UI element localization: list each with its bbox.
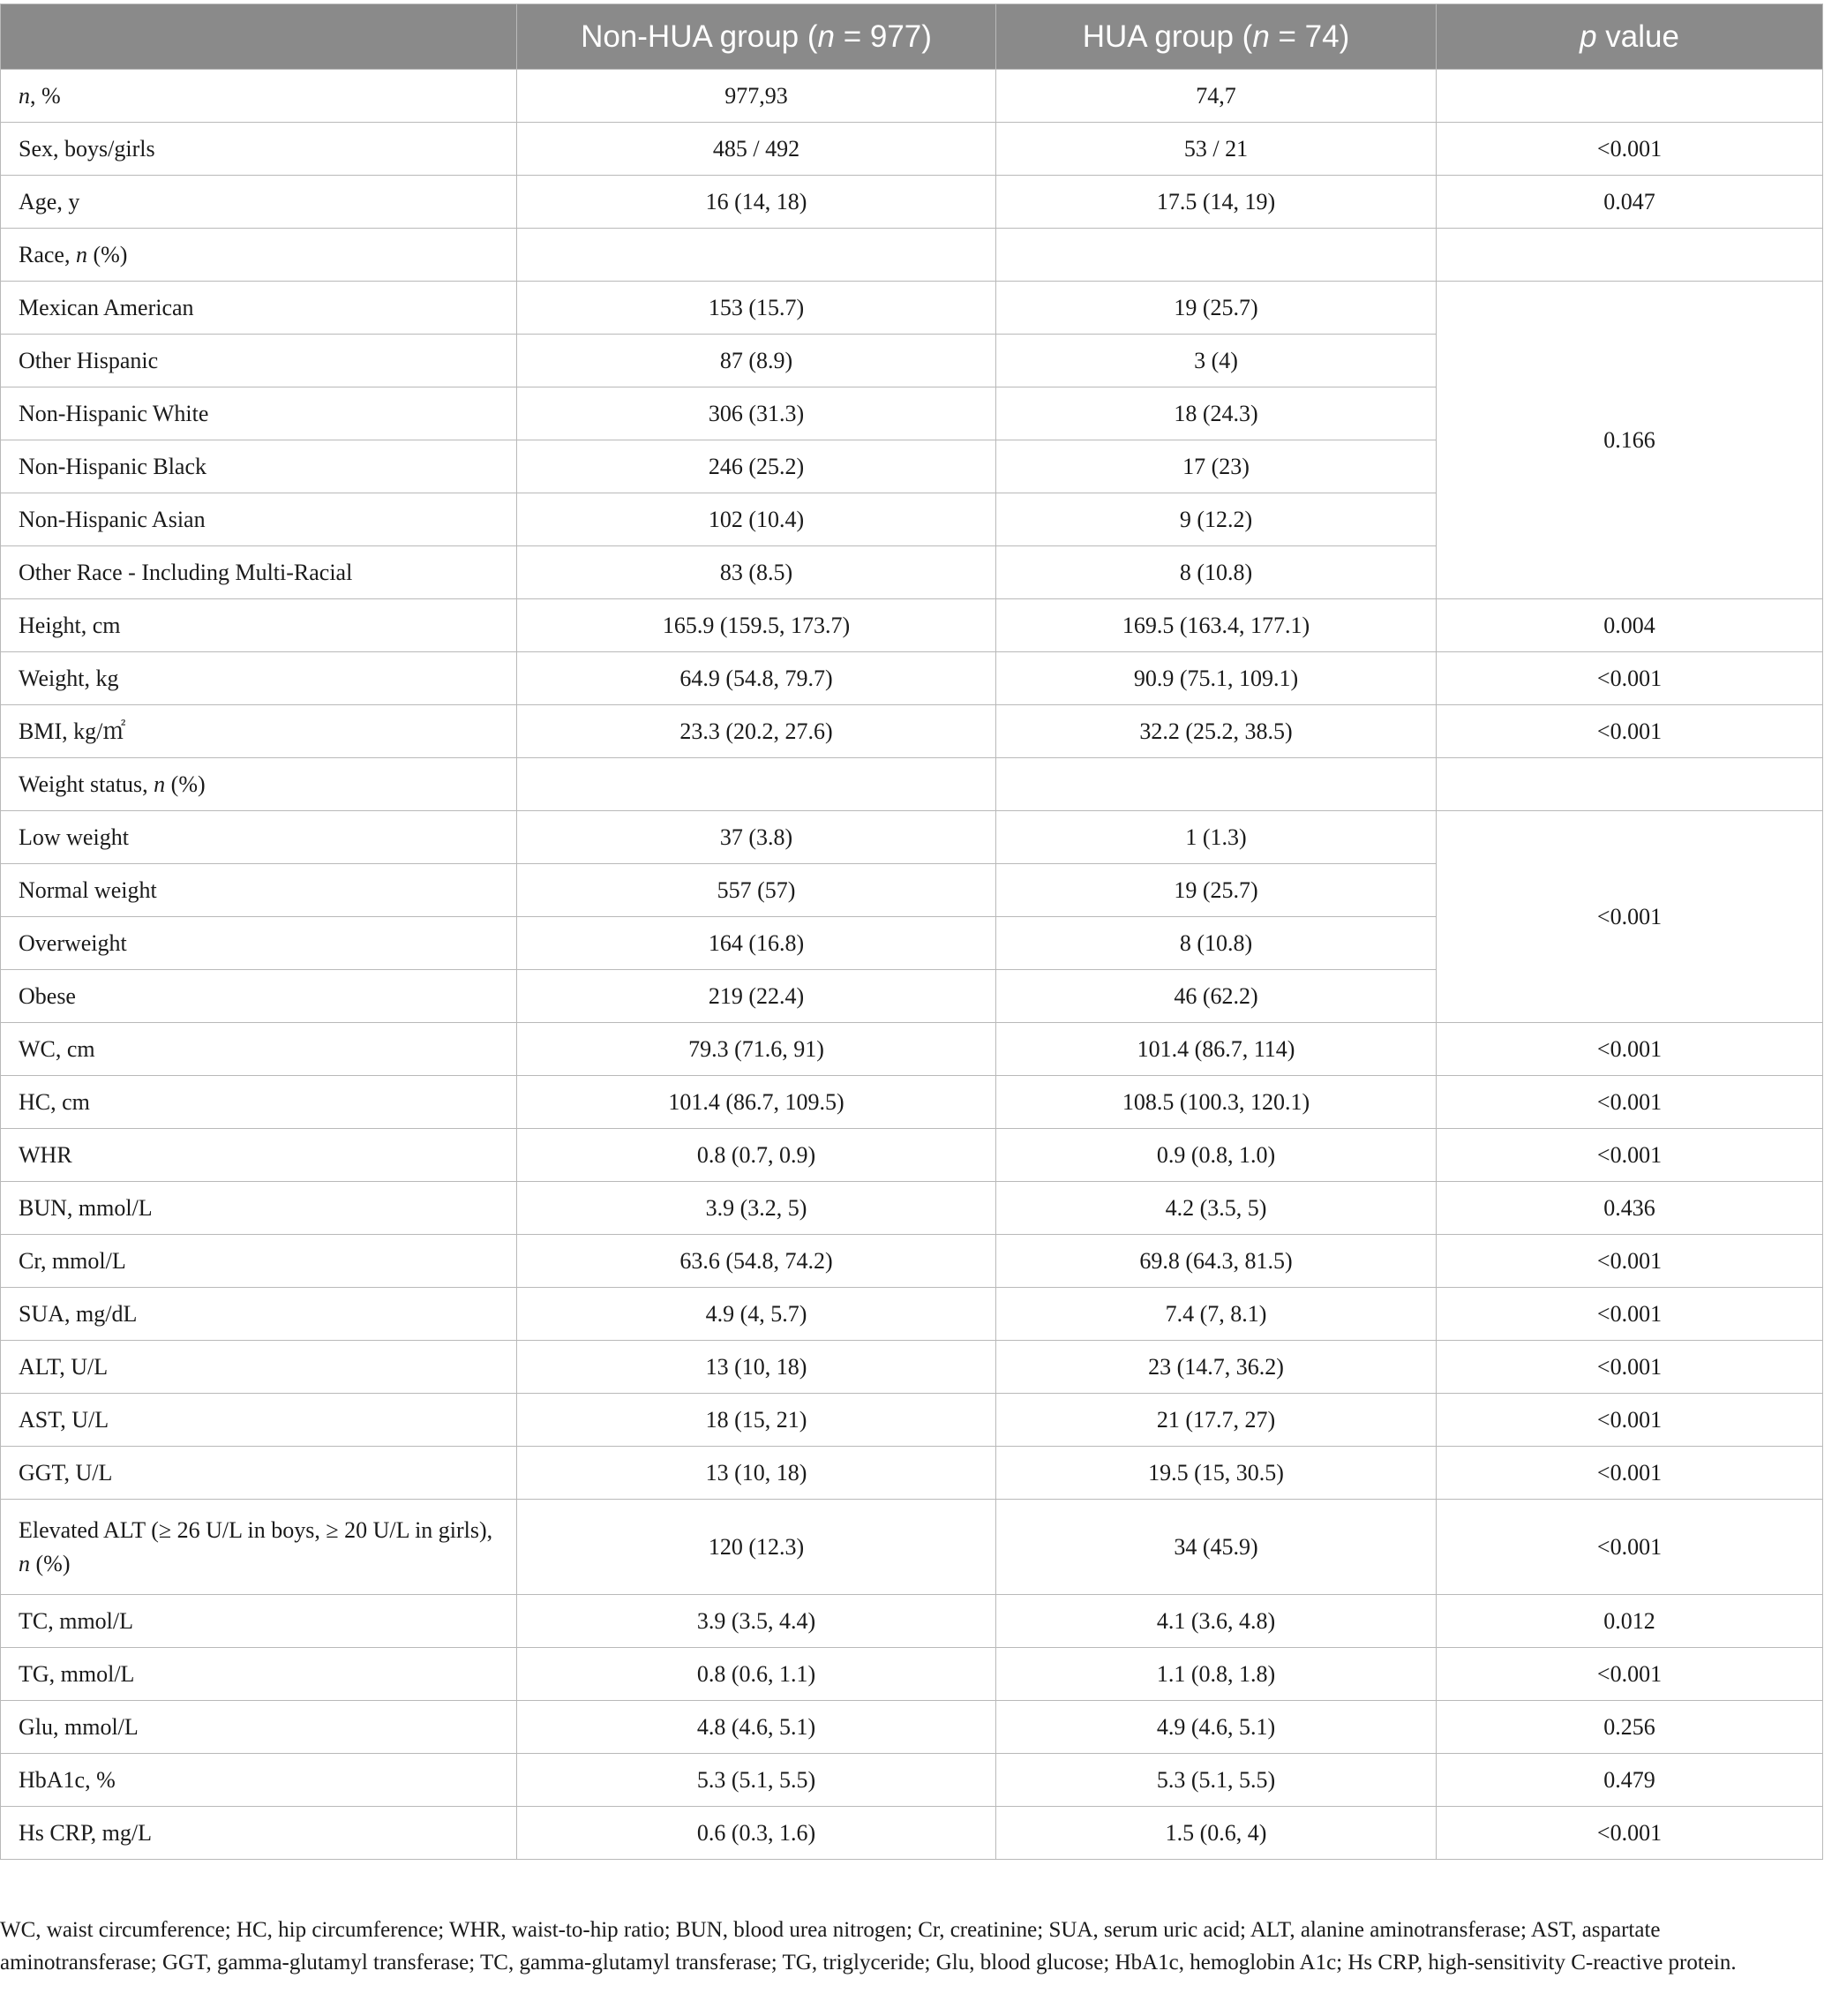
table-row-tc: [1, 1595, 1823, 1648]
row-label: Other Race - Including Multi-Racial: [1, 546, 517, 599]
table-row-race-mexican-american: [1, 282, 1823, 335]
row-label: WHR: [1, 1129, 517, 1182]
row-label: ALT, U/L: [1, 1341, 517, 1394]
cell-p-value: <0.001: [1437, 1129, 1823, 1182]
cell-hua: 8 (10.8): [996, 546, 1437, 599]
cell-p-value-race: 0.166: [1437, 282, 1823, 599]
cell-hua: [996, 229, 1437, 282]
row-label: WC, cm: [1, 1023, 517, 1076]
label-prefix: Elevated ALT (≥ 26 U/L in boys, ≥ 20 U/L in girls),: [19, 1516, 493, 1543]
cell-p-value-weight-status: <0.001: [1437, 811, 1823, 1023]
row-label: [1, 1500, 517, 1595]
cell-non-hua: 37 (3.8): [517, 811, 996, 864]
cell-non-hua: 3.9 (3.2, 5): [517, 1182, 996, 1235]
table-header: [1, 4, 1823, 70]
cell-hua: 21 (17.7, 27): [996, 1394, 1437, 1447]
cell-hua: 69.8 (64.3, 81.5): [996, 1235, 1437, 1288]
table-row-ggt: [1, 1447, 1823, 1500]
table-row-elevated-alt: [1, 1500, 1823, 1595]
row-label: Normal weight: [1, 864, 517, 917]
cell-hua: 19.5 (15, 30.5): [996, 1447, 1437, 1500]
cell-p-value: <0.001: [1437, 1288, 1823, 1341]
header-hua-n: n: [1252, 19, 1270, 54]
header-hua-pre: HUA group (: [1082, 19, 1253, 54]
row-label: AST, U/L: [1, 1394, 517, 1447]
cell-hua: 32.2 (25.2, 38.5): [996, 705, 1437, 758]
cell-p-value: <0.001: [1437, 1807, 1823, 1860]
cell-hua: 4.1 (3.6, 4.8): [996, 1595, 1437, 1648]
row-label: TC, mmol/L: [1, 1595, 517, 1648]
cell-hua: 46 (62.2): [996, 970, 1437, 1023]
cell-hua: 5.3 (5.1, 5.5): [996, 1754, 1437, 1807]
label-suffix: , %: [30, 82, 61, 109]
label-italic-n: n: [19, 1550, 30, 1576]
label-suffix: (%): [86, 241, 128, 267]
cell-p-value: <0.001: [1437, 1447, 1823, 1500]
cell-non-hua: 219 (22.4): [517, 970, 996, 1023]
row-label: GGT, U/L: [1, 1447, 517, 1500]
cell-hua: 9 (12.2): [996, 493, 1437, 546]
table-row-ast: [1, 1394, 1823, 1447]
cell-p-value: 0.256: [1437, 1701, 1823, 1754]
cell-hua: 17.5 (14, 19): [996, 176, 1437, 229]
row-label: Sex, boys/girls: [1, 123, 517, 176]
header-p-value: [1437, 4, 1823, 70]
row-label: Mexican American: [1, 282, 517, 335]
cell-hua: 53 / 21: [996, 123, 1437, 176]
table-row-glu: [1, 1701, 1823, 1754]
cell-non-hua: 485 / 492: [517, 123, 996, 176]
label-suffix: (%): [30, 1550, 71, 1576]
cell-non-hua: 3.9 (3.5, 4.4): [517, 1595, 996, 1648]
cell-non-hua: 4.9 (4, 5.7): [517, 1288, 996, 1341]
cell-p-value: <0.001: [1437, 1076, 1823, 1129]
cell-non-hua: 165.9 (159.5, 173.7): [517, 599, 996, 652]
table-row-weight-status-heading: [1, 758, 1823, 811]
table-row-tg: [1, 1648, 1823, 1701]
table-row-n: [1, 70, 1823, 123]
cell-non-hua: 557 (57): [517, 864, 996, 917]
cell-non-hua: 977,93: [517, 70, 996, 123]
cell-hua: 169.5 (163.4, 177.1): [996, 599, 1437, 652]
cell-non-hua: 63.6 (54.8, 74.2): [517, 1235, 996, 1288]
table-row-alt: [1, 1341, 1823, 1394]
cell-p-value: <0.001: [1437, 1235, 1823, 1288]
cell-non-hua: 13 (10, 18): [517, 1447, 996, 1500]
row-label: Other Hispanic: [1, 335, 517, 387]
header-p: p: [1580, 19, 1597, 54]
table-row-hba1c: [1, 1754, 1823, 1807]
cell-hua: 8 (10.8): [996, 917, 1437, 970]
cell-non-hua: 23.3 (20.2, 27.6): [517, 705, 996, 758]
label-italic-n: n: [75, 241, 87, 267]
cell-hua: 1.1 (0.8, 1.8): [996, 1648, 1437, 1701]
characteristics-table: [0, 4, 1823, 1860]
table-row-bmi: [1, 705, 1823, 758]
table-row-wc: [1, 1023, 1823, 1076]
table-row-age: [1, 176, 1823, 229]
table-row-race-heading: [1, 229, 1823, 282]
table-body: [1, 70, 1823, 1860]
cell-non-hua: 246 (25.2): [517, 440, 996, 493]
row-label: SUA, mg/dL: [1, 1288, 517, 1341]
cell-non-hua: 164 (16.8): [517, 917, 996, 970]
cell-non-hua: [517, 229, 996, 282]
header-hua-group: [996, 4, 1437, 70]
cell-hua: 34 (45.9): [996, 1500, 1437, 1595]
cell-non-hua: 0.6 (0.3, 1.6): [517, 1807, 996, 1860]
cell-p-value: <0.001: [1437, 123, 1823, 176]
table-row-height: [1, 599, 1823, 652]
cell-hua: 19 (25.7): [996, 864, 1437, 917]
cell-hua: 1 (1.3): [996, 811, 1437, 864]
cell-non-hua: 18 (15, 21): [517, 1394, 996, 1447]
cell-hua: 1.5 (0.6, 4): [996, 1807, 1437, 1860]
header-variable: [1, 4, 517, 70]
cell-non-hua: 153 (15.7): [517, 282, 996, 335]
cell-non-hua: 16 (14, 18): [517, 176, 996, 229]
table-row-low-weight: [1, 811, 1823, 864]
cell-p-value: <0.001: [1437, 1394, 1823, 1447]
table-row-sua: [1, 1288, 1823, 1341]
table-row-hs-crp: [1, 1807, 1823, 1860]
row-label: [1, 229, 517, 282]
cell-non-hua: 306 (31.3): [517, 387, 996, 440]
table-footnote: WC, waist circumference; HC, hip circumference; WHR, waist-to-hip ratio; BUN, blood urea nitrogen; Cr, creatinine; SUA, serum uric acid; ALT, alanine aminotransferase; AST, aspartate aminotransferase; GGT, gamma-glutamyl transferase; TC, gamma-glutamyl transferase; TG, triglyceride; Glu, blood glucose; HbA1c, hemoglobin A1c; Hs CRP, high-sensitivity C-reactive protein.: [0, 1918, 1737, 1975]
cell-p-value: <0.001: [1437, 1648, 1823, 1701]
cell-non-hua: 120 (12.3): [517, 1500, 996, 1595]
row-label: BMI, kg/㎡: [1, 705, 517, 758]
cell-hua: 90.9 (75.1, 109.1): [996, 652, 1437, 705]
row-label: Cr, mmol/L: [1, 1235, 517, 1288]
cell-hua: 19 (25.7): [996, 282, 1437, 335]
cell-hua: 18 (24.3): [996, 387, 1437, 440]
header-non-hua-group: [517, 4, 996, 70]
cell-p-value: <0.001: [1437, 1500, 1823, 1595]
cell-non-hua: 5.3 (5.1, 5.5): [517, 1754, 996, 1807]
cell-non-hua: 64.9 (54.8, 79.7): [517, 652, 996, 705]
row-label: Weight, kg: [1, 652, 517, 705]
table-row-bun: [1, 1182, 1823, 1235]
cell-non-hua: 87 (8.9): [517, 335, 996, 387]
row-label: [1, 758, 517, 811]
cell-hua: 0.9 (0.8, 1.0): [996, 1129, 1437, 1182]
cell-p-value: 0.436: [1437, 1182, 1823, 1235]
row-label: HC, cm: [1, 1076, 517, 1129]
cell-non-hua: 13 (10, 18): [517, 1341, 996, 1394]
table-row-weight: [1, 652, 1823, 705]
cell-hua: [996, 758, 1437, 811]
cell-hua: 74,7: [996, 70, 1437, 123]
cell-hua: 108.5 (100.3, 120.1): [996, 1076, 1437, 1129]
cell-p-value: <0.001: [1437, 1341, 1823, 1394]
header-hua-post: = 74): [1269, 19, 1350, 54]
cell-non-hua: 102 (10.4): [517, 493, 996, 546]
label-prefix: Race,: [19, 241, 76, 267]
table-wrapper: [0, 4, 1824, 1860]
cell-hua: 17 (23): [996, 440, 1437, 493]
cell-hua: 3 (4): [996, 335, 1437, 387]
row-label: Non-Hispanic White: [1, 387, 517, 440]
row-label: [1, 70, 517, 123]
header-non-hua-pre: Non-HUA group (: [581, 19, 818, 54]
cell-hua: 101.4 (86.7, 114): [996, 1023, 1437, 1076]
row-label: Height, cm: [1, 599, 517, 652]
row-label: BUN, mmol/L: [1, 1182, 517, 1235]
cell-p-value: [1437, 758, 1823, 811]
cell-non-hua: 0.8 (0.6, 1.1): [517, 1648, 996, 1701]
cell-non-hua: 0.8 (0.7, 0.9): [517, 1129, 996, 1182]
table-row-hc: [1, 1076, 1823, 1129]
cell-p-value: 0.004: [1437, 599, 1823, 652]
cell-p-value: 0.047: [1437, 176, 1823, 229]
cell-non-hua: 79.3 (71.6, 91): [517, 1023, 996, 1076]
row-label: TG, mmol/L: [1, 1648, 517, 1701]
header-non-hua-post: = 977): [834, 19, 932, 54]
row-label: Obese: [1, 970, 517, 1023]
row-label: Low weight: [1, 811, 517, 864]
label-italic-n: n: [154, 771, 166, 797]
row-label: HbA1c, %: [1, 1754, 517, 1807]
row-label: Non-Hispanic Asian: [1, 493, 517, 546]
cell-hua: 4.2 (3.5, 5): [996, 1182, 1437, 1235]
cell-p-value: <0.001: [1437, 652, 1823, 705]
cell-p-value: 0.479: [1437, 1754, 1823, 1807]
header-non-hua-n: n: [817, 19, 835, 54]
label-suffix: (%): [165, 771, 206, 797]
table-row-sex: [1, 123, 1823, 176]
table-row-whr: [1, 1129, 1823, 1182]
cell-p-value: <0.001: [1437, 705, 1823, 758]
row-label: Non-Hispanic Black: [1, 440, 517, 493]
row-label: Overweight: [1, 917, 517, 970]
row-label: Hs CRP, mg/L: [1, 1807, 517, 1860]
cell-p-value: <0.001: [1437, 1023, 1823, 1076]
label-prefix: Weight status,: [19, 771, 154, 797]
cell-hua: 7.4 (7, 8.1): [996, 1288, 1437, 1341]
row-label: Glu, mmol/L: [1, 1701, 517, 1754]
cell-non-hua: 4.8 (4.6, 5.1): [517, 1701, 996, 1754]
cell-non-hua: 83 (8.5): [517, 546, 996, 599]
cell-p-value: [1437, 70, 1823, 123]
cell-hua: 23 (14.7, 36.2): [996, 1341, 1437, 1394]
label-italic-n: n: [19, 82, 30, 109]
header-row: [1, 4, 1823, 70]
cell-non-hua: 101.4 (86.7, 109.5): [517, 1076, 996, 1129]
cell-p-value: [1437, 229, 1823, 282]
cell-p-value: 0.012: [1437, 1595, 1823, 1648]
cell-hua: 4.9 (4.6, 5.1): [996, 1701, 1437, 1754]
cell-non-hua: [517, 758, 996, 811]
header-p-post: value: [1596, 19, 1679, 54]
table-row-cr: [1, 1235, 1823, 1288]
row-label: Age, y: [1, 176, 517, 229]
